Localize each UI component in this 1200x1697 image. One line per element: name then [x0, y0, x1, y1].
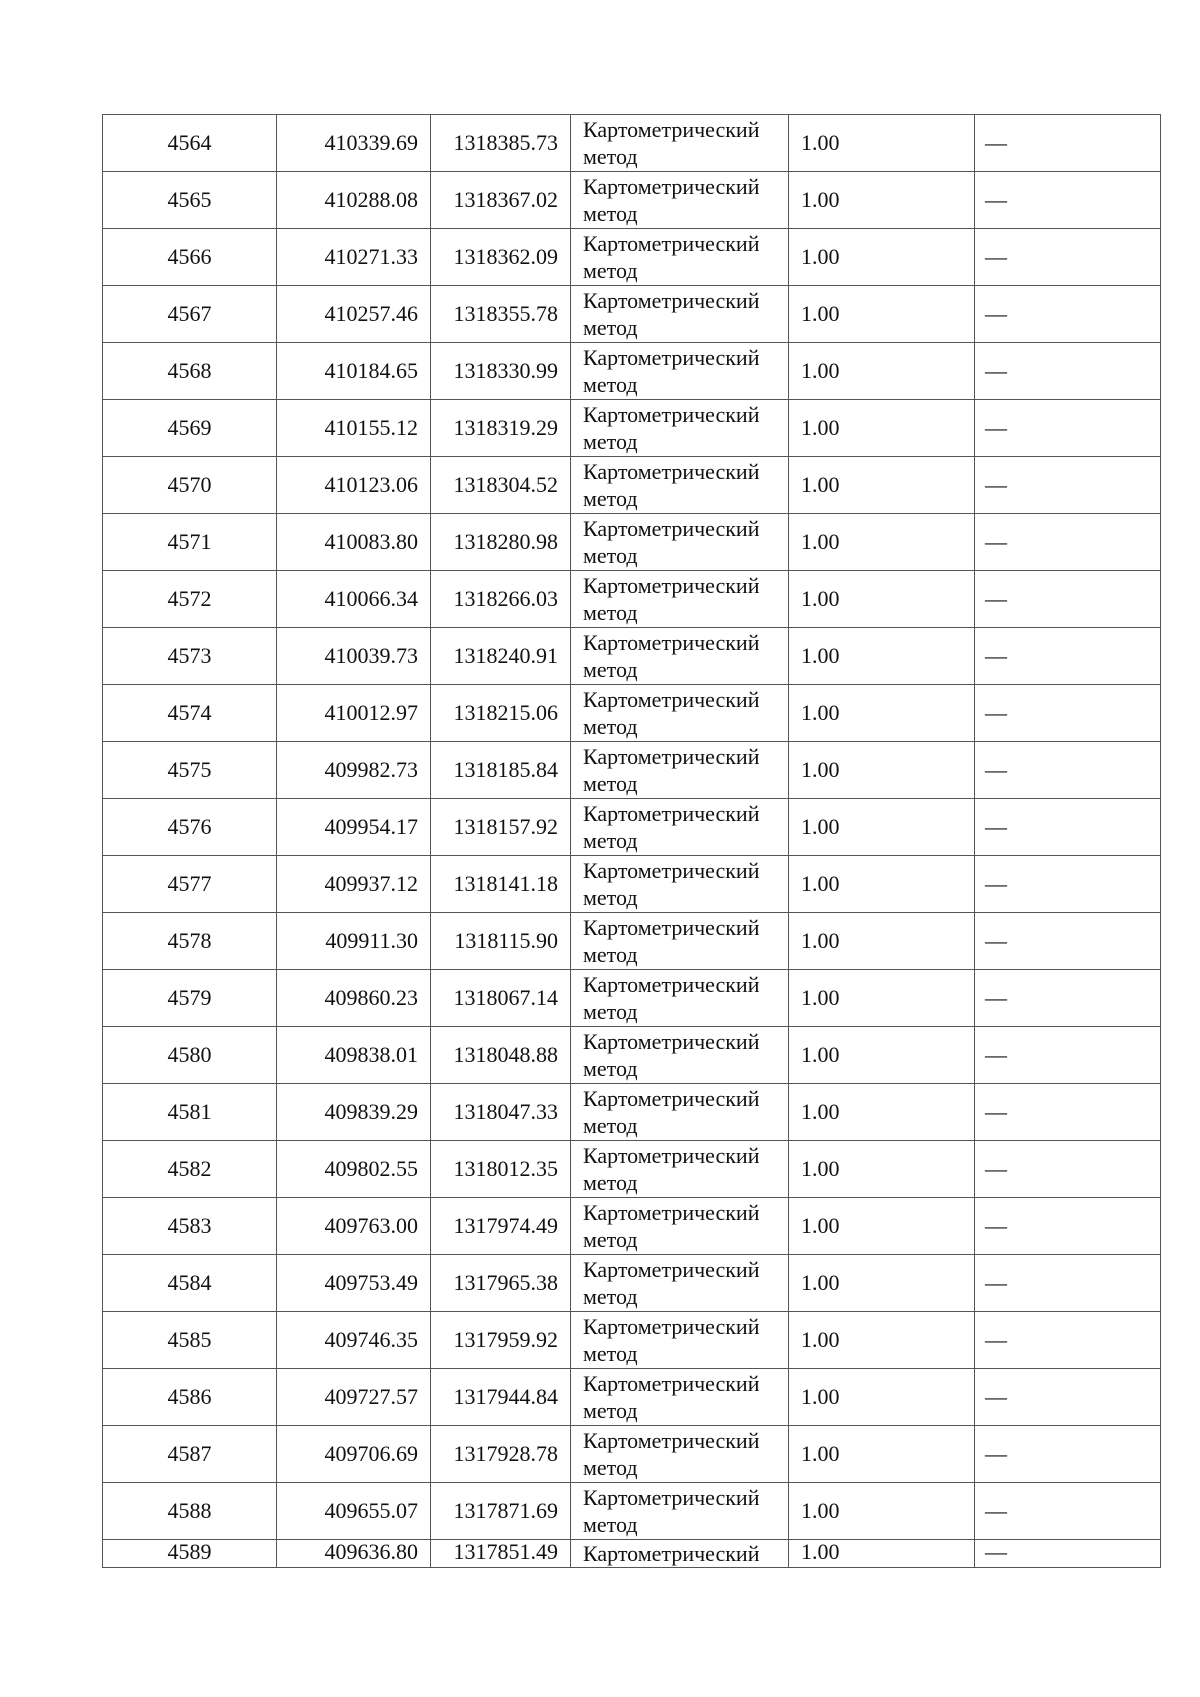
- accuracy-cell: 1.00: [789, 571, 975, 628]
- y-coordinate-cell: 1318067.14: [431, 970, 571, 1027]
- table-row: [103, 1483, 1161, 1540]
- table-row: [103, 685, 1161, 742]
- x-coordinate-cell: 409763.00: [277, 1198, 431, 1255]
- table-row: [103, 1084, 1161, 1141]
- table-row: [103, 229, 1161, 286]
- description-cell: —: [975, 628, 1161, 685]
- y-coordinate-cell: 1318115.90: [431, 913, 571, 970]
- table-row: [103, 856, 1161, 913]
- point-number-cell: 4580: [103, 1027, 277, 1084]
- accuracy-cell: 1.00: [789, 1198, 975, 1255]
- x-coordinate-cell: 410257.46: [277, 286, 431, 343]
- method-cell: Картометрический метод: [571, 685, 789, 742]
- table-row: [103, 1426, 1161, 1483]
- y-coordinate-cell: 1318157.92: [431, 799, 571, 856]
- y-coordinate-cell: 1318280.98: [431, 514, 571, 571]
- method-cell: Картометрический метод: [571, 457, 789, 514]
- method-cell: Картометрический метод: [571, 1483, 789, 1540]
- table-row: [103, 1312, 1161, 1369]
- point-number-cell: 4577: [103, 856, 277, 913]
- x-coordinate-cell: 410039.73: [277, 628, 431, 685]
- x-coordinate-cell: 409838.01: [277, 1027, 431, 1084]
- table-row: [103, 457, 1161, 514]
- method-cell: Картометрический метод: [571, 1255, 789, 1312]
- accuracy-cell: 1.00: [789, 1369, 975, 1426]
- method-cell: Картометрический метод: [571, 913, 789, 970]
- y-coordinate-cell: 1318367.02: [431, 172, 571, 229]
- method-cell: Картометрический метод: [571, 343, 789, 400]
- table-row: [103, 172, 1161, 229]
- y-coordinate-cell: 1318048.88: [431, 1027, 571, 1084]
- y-coordinate-cell: 1318266.03: [431, 571, 571, 628]
- point-number-cell: 4581: [103, 1084, 277, 1141]
- description-cell: —: [975, 1369, 1161, 1426]
- x-coordinate-cell: 409753.49: [277, 1255, 431, 1312]
- description-cell: —: [975, 1027, 1161, 1084]
- description-cell: —: [975, 970, 1161, 1027]
- y-coordinate-cell: 1318215.06: [431, 685, 571, 742]
- point-number-cell: 4571: [103, 514, 277, 571]
- point-number-cell: 4565: [103, 172, 277, 229]
- point-number-cell: 4578: [103, 913, 277, 970]
- point-number-cell: 4575: [103, 742, 277, 799]
- method-cell: Картометрический метод: [571, 628, 789, 685]
- point-number-cell: 4569: [103, 400, 277, 457]
- y-coordinate-cell: 1317928.78: [431, 1426, 571, 1483]
- x-coordinate-cell: 409860.23: [277, 970, 431, 1027]
- x-coordinate-cell: 409706.69: [277, 1426, 431, 1483]
- description-cell: —: [975, 1540, 1161, 1568]
- accuracy-cell: 1.00: [789, 1426, 975, 1483]
- method-cell: Картометрический метод: [571, 1084, 789, 1141]
- accuracy-cell: 1.00: [789, 742, 975, 799]
- x-coordinate-cell: 409982.73: [277, 742, 431, 799]
- point-number-cell: 4586: [103, 1369, 277, 1426]
- accuracy-cell: 1.00: [789, 286, 975, 343]
- accuracy-cell: 1.00: [789, 685, 975, 742]
- point-number-cell: 4589: [103, 1540, 277, 1568]
- point-number-cell: 4576: [103, 799, 277, 856]
- method-cell: Картометрический метод: [571, 742, 789, 799]
- description-cell: —: [975, 913, 1161, 970]
- accuracy-cell: 1.00: [789, 1084, 975, 1141]
- description-cell: —: [975, 1483, 1161, 1540]
- description-cell: —: [975, 400, 1161, 457]
- table-row: [103, 970, 1161, 1027]
- method-cell: Картометрический метод: [571, 1198, 789, 1255]
- accuracy-cell: 1.00: [789, 514, 975, 571]
- y-coordinate-cell: 1318362.09: [431, 229, 571, 286]
- x-coordinate-cell: 409746.35: [277, 1312, 431, 1369]
- accuracy-cell: 1.00: [789, 970, 975, 1027]
- point-number-cell: 4585: [103, 1312, 277, 1369]
- y-coordinate-cell: 1318047.33: [431, 1084, 571, 1141]
- x-coordinate-cell: 409655.07: [277, 1483, 431, 1540]
- accuracy-cell: 1.00: [789, 229, 975, 286]
- table-row: [103, 400, 1161, 457]
- y-coordinate-cell: 1318240.91: [431, 628, 571, 685]
- y-coordinate-cell: 1318319.29: [431, 400, 571, 457]
- point-number-cell: 4566: [103, 229, 277, 286]
- method-cell: Картометрический метод: [571, 571, 789, 628]
- table-row: [103, 742, 1161, 799]
- method-cell: Картометрический метод: [571, 970, 789, 1027]
- table-row: [103, 1141, 1161, 1198]
- y-coordinate-cell: 1318304.52: [431, 457, 571, 514]
- y-coordinate-cell: 1318330.99: [431, 343, 571, 400]
- description-cell: —: [975, 685, 1161, 742]
- y-coordinate-cell: 1318355.78: [431, 286, 571, 343]
- description-cell: —: [975, 856, 1161, 913]
- table-row: [103, 1255, 1161, 1312]
- table-row: [103, 1198, 1161, 1255]
- x-coordinate-cell: 409911.30: [277, 913, 431, 970]
- description-cell: —: [975, 571, 1161, 628]
- description-cell: —: [975, 172, 1161, 229]
- method-cell: Картометрический метод: [571, 856, 789, 913]
- x-coordinate-cell: 409636.80: [277, 1540, 431, 1568]
- method-cell: Картометрический метод: [571, 115, 789, 172]
- point-number-cell: 4573: [103, 628, 277, 685]
- point-number-cell: 4587: [103, 1426, 277, 1483]
- accuracy-cell: 1.00: [789, 457, 975, 514]
- description-cell: —: [975, 229, 1161, 286]
- description-cell: —: [975, 1312, 1161, 1369]
- accuracy-cell: 1.00: [789, 343, 975, 400]
- description-cell: —: [975, 799, 1161, 856]
- method-cell: Картометрический метод: [571, 1027, 789, 1084]
- accuracy-cell: 1.00: [789, 1027, 975, 1084]
- accuracy-cell: 1.00: [789, 856, 975, 913]
- y-coordinate-cell: 1317944.84: [431, 1369, 571, 1426]
- x-coordinate-cell: 410288.08: [277, 172, 431, 229]
- table-row: [103, 799, 1161, 856]
- description-cell: —: [975, 457, 1161, 514]
- description-cell: —: [975, 343, 1161, 400]
- table-row: [103, 514, 1161, 571]
- table-row: [103, 1540, 1161, 1568]
- point-number-cell: 4579: [103, 970, 277, 1027]
- accuracy-cell: 1.00: [789, 1255, 975, 1312]
- table-row: [103, 286, 1161, 343]
- description-cell: —: [975, 1141, 1161, 1198]
- x-coordinate-cell: 409727.57: [277, 1369, 431, 1426]
- x-coordinate-cell: 410155.12: [277, 400, 431, 457]
- table-row: [103, 115, 1161, 172]
- x-coordinate-cell: 410012.97: [277, 685, 431, 742]
- x-coordinate-cell: 410083.80: [277, 514, 431, 571]
- y-coordinate-cell: 1317851.49: [431, 1540, 571, 1568]
- y-coordinate-cell: 1317974.49: [431, 1198, 571, 1255]
- accuracy-cell: 1.00: [789, 1141, 975, 1198]
- x-coordinate-cell: 410066.34: [277, 571, 431, 628]
- x-coordinate-cell: 409839.29: [277, 1084, 431, 1141]
- y-coordinate-cell: 1318185.84: [431, 742, 571, 799]
- description-cell: —: [975, 1255, 1161, 1312]
- description-cell: —: [975, 742, 1161, 799]
- x-coordinate-cell: 410339.69: [277, 115, 431, 172]
- method-cell: Картометрический метод: [571, 229, 789, 286]
- accuracy-cell: 1.00: [789, 628, 975, 685]
- coordinates-table: [102, 114, 1161, 1568]
- x-coordinate-cell: 410184.65: [277, 343, 431, 400]
- table-row: [103, 343, 1161, 400]
- x-coordinate-cell: 409954.17: [277, 799, 431, 856]
- method-cell: Картометрический метод: [571, 400, 789, 457]
- table-row: [103, 913, 1161, 970]
- point-number-cell: 4570: [103, 457, 277, 514]
- accuracy-cell: 1.00: [789, 172, 975, 229]
- accuracy-cell: 1.00: [789, 799, 975, 856]
- x-coordinate-cell: 409937.12: [277, 856, 431, 913]
- x-coordinate-cell: 409802.55: [277, 1141, 431, 1198]
- table-row: [103, 628, 1161, 685]
- accuracy-cell: 1.00: [789, 913, 975, 970]
- point-number-cell: 4568: [103, 343, 277, 400]
- accuracy-cell: 1.00: [789, 1312, 975, 1369]
- method-cell: Картометрический метод: [571, 1141, 789, 1198]
- description-cell: —: [975, 514, 1161, 571]
- y-coordinate-cell: 1318141.18: [431, 856, 571, 913]
- y-coordinate-cell: 1317871.69: [431, 1483, 571, 1540]
- method-cell: Картометрический метод: [571, 1369, 789, 1426]
- description-cell: —: [975, 286, 1161, 343]
- point-number-cell: 4583: [103, 1198, 277, 1255]
- table-row: [103, 1027, 1161, 1084]
- method-cell: Картометрический: [571, 1540, 789, 1568]
- method-cell: Картометрический метод: [571, 1312, 789, 1369]
- method-cell: Картометрический метод: [571, 799, 789, 856]
- description-cell: —: [975, 115, 1161, 172]
- table-row: [103, 1369, 1161, 1426]
- accuracy-cell: 1.00: [789, 115, 975, 172]
- accuracy-cell: 1.00: [789, 400, 975, 457]
- x-coordinate-cell: 410271.33: [277, 229, 431, 286]
- y-coordinate-cell: 1317959.92: [431, 1312, 571, 1369]
- method-cell: Картометрический метод: [571, 172, 789, 229]
- point-number-cell: 4572: [103, 571, 277, 628]
- description-cell: —: [975, 1426, 1161, 1483]
- point-number-cell: 4584: [103, 1255, 277, 1312]
- description-cell: —: [975, 1198, 1161, 1255]
- x-coordinate-cell: 410123.06: [277, 457, 431, 514]
- method-cell: Картометрический метод: [571, 286, 789, 343]
- point-number-cell: 4567: [103, 286, 277, 343]
- accuracy-cell: 1.00: [789, 1540, 975, 1568]
- point-number-cell: 4582: [103, 1141, 277, 1198]
- method-cell: Картометрический метод: [571, 514, 789, 571]
- accuracy-cell: 1.00: [789, 1483, 975, 1540]
- point-number-cell: 4588: [103, 1483, 277, 1540]
- table-row: [103, 571, 1161, 628]
- method-cell: Картометрический метод: [571, 1426, 789, 1483]
- y-coordinate-cell: 1318385.73: [431, 115, 571, 172]
- point-number-cell: 4564: [103, 115, 277, 172]
- y-coordinate-cell: 1317965.38: [431, 1255, 571, 1312]
- y-coordinate-cell: 1318012.35: [431, 1141, 571, 1198]
- coordinates-table-body: [103, 115, 1161, 1568]
- point-number-cell: 4574: [103, 685, 277, 742]
- description-cell: —: [975, 1084, 1161, 1141]
